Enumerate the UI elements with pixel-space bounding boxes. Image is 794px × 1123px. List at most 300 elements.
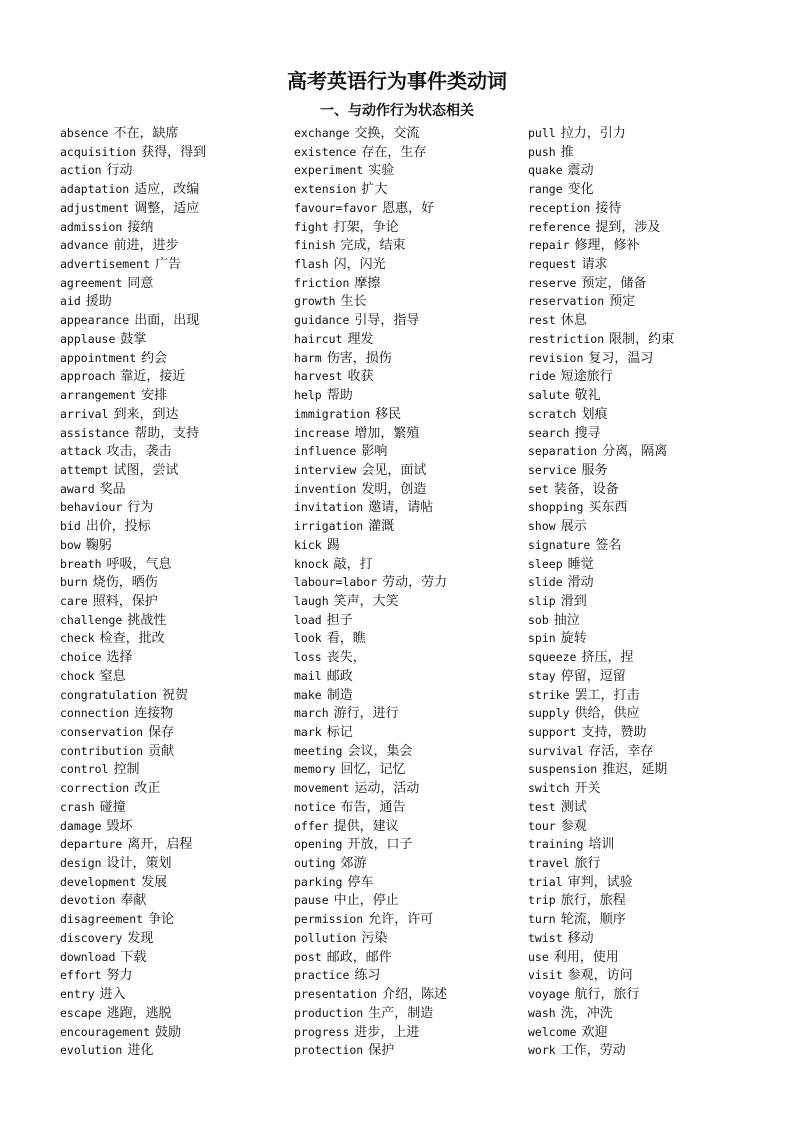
vocab-english: parking <box>294 874 343 889</box>
vocab-english: switch <box>528 781 570 796</box>
vocab-chinese: 签名 <box>595 537 622 553</box>
vocab-chinese: 预定，储备 <box>581 275 647 291</box>
vocab-entry <box>60 760 290 779</box>
vocab-english: reception <box>528 200 591 215</box>
vocab-entry <box>294 292 524 311</box>
vocab-entry <box>294 274 524 293</box>
vocab-english: mail <box>294 668 322 683</box>
vocab-chinese: 生长 <box>340 294 367 310</box>
vocab-chinese: 发明，创造 <box>361 481 427 497</box>
vocab-entry <box>60 311 290 330</box>
vocab-english: repair <box>528 238 570 253</box>
vocab-chinese: 震动 <box>567 163 594 179</box>
vocab-entry <box>294 311 524 330</box>
vocab-chinese: 打架，争论 <box>333 219 399 235</box>
vocab-chinese: 推 <box>560 144 574 160</box>
vocab-english: squeeze <box>528 650 577 665</box>
vocab-entry <box>60 948 290 967</box>
vocab-chinese: 运动，活动 <box>354 781 420 797</box>
vocab-english: strike <box>528 687 570 702</box>
vocab-english: absence <box>60 126 109 140</box>
vocab-entry <box>60 966 290 985</box>
vocab-entry <box>60 985 290 1004</box>
vocab-chinese: 布告，通告 <box>340 799 406 815</box>
vocab-chinese: 轮流，顺序 <box>560 912 626 928</box>
vocab-chinese: 游行，进行 <box>333 706 399 722</box>
vocab-entry <box>294 929 524 948</box>
vocab-english: pull <box>528 126 556 140</box>
vocab-entry <box>60 498 290 517</box>
vocab-chinese: 闪，闪光 <box>333 257 386 273</box>
vocab-english: knock <box>294 556 329 571</box>
vocab-english: assistance <box>60 425 130 440</box>
vocab-chinese: 帮助，支持 <box>134 425 200 441</box>
vocab-chinese: 连接物 <box>134 706 174 722</box>
vocab-entry <box>60 873 290 892</box>
vocab-entry <box>528 667 758 686</box>
vocab-entry <box>528 686 758 705</box>
vocab-chinese: 行动 <box>106 163 133 179</box>
vocab-english: offer <box>294 818 329 833</box>
vocab-chinese: 休息 <box>560 313 587 329</box>
vocab-entry <box>294 461 524 480</box>
vocab-entry <box>528 330 758 349</box>
vocab-entry <box>528 592 758 611</box>
vocab-english: memory <box>294 762 336 777</box>
vocab-entry <box>528 461 758 480</box>
vocab-english: movement <box>294 781 350 796</box>
vocab-entry <box>528 161 758 180</box>
vocab-chinese: 增加，繁殖 <box>354 425 420 441</box>
vocab-chinese: 恩惠，好 <box>382 200 435 216</box>
vocab-chinese: 装备，设备 <box>553 481 619 497</box>
vocab-english: invention <box>294 481 357 496</box>
vocab-chinese: 接纳 <box>127 219 154 235</box>
vocab-chinese: 出面，出现 <box>134 313 200 329</box>
vocab-english: notice <box>294 799 336 814</box>
vocab-entry <box>60 817 290 836</box>
vocab-chinese: 帮助 <box>326 388 353 404</box>
vocab-english: travel <box>528 856 570 871</box>
vocab-entry <box>294 480 524 499</box>
vocab-entry <box>60 611 290 630</box>
vocab-english: interview <box>294 462 357 477</box>
vocab-chinese: 担子 <box>326 612 353 628</box>
vocab-chinese: 贡献 <box>148 743 175 759</box>
vocab-english: discovery <box>60 930 123 945</box>
vocab-chinese: 看，瞧 <box>326 631 366 647</box>
vocab-english: entry <box>60 987 95 1002</box>
vocab-entry <box>528 480 758 499</box>
vocab-chinese: 邮政 <box>326 668 353 684</box>
vocab-english: set <box>528 481 549 496</box>
vocab-entry <box>294 891 524 910</box>
vocab-entry <box>294 760 524 779</box>
vocab-chinese: 存在，生存 <box>361 144 427 160</box>
vocab-entry <box>294 405 524 424</box>
vocab-chinese: 抽泣 <box>553 612 580 628</box>
vocab-english: challenge <box>60 612 123 627</box>
vocab-english: extension <box>294 182 357 197</box>
vocab-chinese: 摩擦 <box>354 275 381 291</box>
vocab-english: training <box>528 837 584 852</box>
vocab-entry <box>60 480 290 499</box>
vocab-chinese: 限制，约束 <box>609 331 675 347</box>
vocab-english: kick <box>294 537 322 552</box>
vocab-entry <box>60 723 290 742</box>
vocab-entry <box>528 611 758 630</box>
vocab-chinese: 生产，制造 <box>368 1005 434 1021</box>
vocab-english: progress <box>294 1024 350 1039</box>
vocab-entry <box>60 798 290 817</box>
vocab-chinese: 安排 <box>141 388 168 404</box>
vocab-entry <box>60 386 290 405</box>
vocab-chinese: 检查，批改 <box>99 631 165 647</box>
vocab-english: bow <box>60 537 81 552</box>
vocab-chinese: 改正 <box>134 781 161 797</box>
vocab-entry <box>528 629 758 648</box>
vocab-english: haircut <box>294 331 343 346</box>
vocab-english: favour=favor <box>294 200 378 215</box>
vocab-chinese: 毁坏 <box>106 818 133 834</box>
vocab-chinese: 发展 <box>141 874 168 890</box>
vocab-chinese: 适应，改编 <box>134 182 200 198</box>
vocab-english: help <box>294 388 322 403</box>
vocab-entry <box>294 817 524 836</box>
vocab-chinese: 援助 <box>85 294 112 310</box>
vocab-chinese: 劳动，劳力 <box>382 575 448 591</box>
vocab-chinese: 停留，逗留 <box>560 668 626 684</box>
vocab-entry <box>528 798 758 817</box>
vocab-chinese: 搜寻 <box>574 425 601 441</box>
vocab-entry <box>528 255 758 274</box>
vocab-chinese: 工作，劳动 <box>560 1043 626 1059</box>
vocab-chinese: 完成，结束 <box>340 238 406 254</box>
vocab-english: post <box>294 949 322 964</box>
vocab-entry <box>528 835 758 854</box>
vocab-entry <box>294 1004 524 1023</box>
vocab-chinese: 设计，策划 <box>106 856 172 872</box>
vocab-english: immigration <box>294 406 371 421</box>
vocab-english: fight <box>294 219 329 234</box>
vocab-chinese: 选择 <box>106 650 133 666</box>
vocab-english: invitation <box>294 500 364 515</box>
vocab-chinese: 进步，上进 <box>354 1024 420 1040</box>
vocab-entry <box>60 1041 290 1060</box>
vocab-entry <box>60 704 290 723</box>
vocab-entry <box>294 367 524 386</box>
vocab-entry <box>294 236 524 255</box>
vocab-entry <box>294 199 524 218</box>
vocab-entry <box>60 292 290 311</box>
vocab-chinese: 移民 <box>375 406 402 422</box>
vocab-entry <box>528 985 758 1004</box>
vocab-chinese: 滑到 <box>560 593 587 609</box>
vocab-entry <box>294 854 524 873</box>
vocab-english: connection <box>60 706 130 721</box>
vocab-english: shopping <box>528 500 584 515</box>
vocab-chinese: 会见，面试 <box>361 462 427 478</box>
vocab-chinese: 引导，指导 <box>354 313 420 329</box>
vocab-chinese: 窒息 <box>99 668 126 684</box>
vocab-english: pollution <box>294 930 357 945</box>
vocab-entry <box>60 199 290 218</box>
vocab-entry <box>528 236 758 255</box>
vocab-english: slide <box>528 575 563 590</box>
vocab-english: outing <box>294 856 336 871</box>
vocab-english: mark <box>294 725 322 739</box>
vocab-english: harvest <box>294 369 343 384</box>
vocab-english: slip <box>528 593 556 608</box>
vocab-english: loss <box>294 650 322 665</box>
vocab-chinese: 旅行，旅程 <box>560 893 626 909</box>
vocab-english: attack <box>60 444 102 459</box>
vocab-chinese: 污染 <box>361 930 388 946</box>
vocab-english: adjustment <box>60 200 130 215</box>
vocab-chinese: 约会 <box>141 350 168 366</box>
vocab-english: rest <box>528 313 556 328</box>
vocab-english: applause <box>60 331 116 346</box>
vocab-chinese: 睡觉 <box>567 556 594 572</box>
vocab-english: separation <box>528 444 598 459</box>
vocab-english: tour <box>528 818 556 833</box>
vocab-english: supply <box>528 706 570 721</box>
vocab-chinese: 邮政，邮件 <box>326 949 392 965</box>
vocab-chinese: 扩大 <box>361 182 388 198</box>
section-heading <box>0 101 794 121</box>
vocab-entry <box>528 1023 758 1042</box>
vocab-english: appointment <box>60 350 137 365</box>
vocab-english: admission <box>60 219 123 234</box>
vocab-english: suspension <box>528 762 598 777</box>
vocab-entry <box>60 648 290 667</box>
vocab-english: arrival <box>60 406 109 421</box>
vocab-entry <box>528 817 758 836</box>
vocab-chinese: 踢 <box>326 537 340 553</box>
vocab-chinese: 供给，供应 <box>574 706 640 722</box>
vocab-entry <box>528 424 758 443</box>
vocab-english: reference <box>528 219 591 234</box>
vocab-chinese: 交换，交流 <box>354 126 420 141</box>
vocab-english: ride <box>528 369 556 384</box>
vocab-entry <box>60 629 290 648</box>
vocab-chinese: 发现 <box>127 930 154 946</box>
vocab-english: choice <box>60 650 102 665</box>
vocab-entry <box>528 910 758 929</box>
vocab-english: approach <box>60 369 116 384</box>
vocab-chinese: 攻击，袭击 <box>106 444 172 460</box>
vocab-chinese: 修理，修补 <box>574 238 640 254</box>
vocab-entry <box>60 835 290 854</box>
vocab-chinese: 进化 <box>127 1043 154 1059</box>
vocab-english: correction <box>60 781 130 796</box>
vocab-chinese: 旋转 <box>560 631 587 647</box>
vocab-entry <box>60 236 290 255</box>
vocab-chinese: 努力 <box>106 968 133 984</box>
vocab-chinese: 烧伤，晒伤 <box>92 575 158 591</box>
vocab-chinese: 丧失， <box>326 650 366 666</box>
vocab-chinese: 伤害，损伤 <box>326 350 392 366</box>
vocab-entry <box>60 573 290 592</box>
vocab-chinese: 敬礼 <box>574 388 601 404</box>
vocab-entry <box>528 704 758 723</box>
vocab-english: exchange <box>294 126 350 140</box>
vocab-chinese: 到来，到达 <box>113 406 179 422</box>
vocab-chinese: 进入 <box>99 987 126 1003</box>
vocab-english: arrangement <box>60 388 137 403</box>
vocab-english: support <box>528 725 577 739</box>
vocab-entry <box>294 442 524 461</box>
vocab-chinese: 提供，建议 <box>333 818 399 834</box>
vocab-entry <box>528 218 758 237</box>
vocab-chinese: 郊游 <box>340 856 367 872</box>
vocab-chinese: 旅行 <box>574 856 601 872</box>
vocab-english: departure <box>60 837 123 852</box>
vocab-english: protection <box>294 1043 364 1058</box>
vocab-english: meeting <box>294 743 343 758</box>
vocab-entry <box>528 536 758 555</box>
vocab-english: trip <box>528 893 556 908</box>
vocab-entry <box>294 592 524 611</box>
vocab-english: scratch <box>528 406 577 421</box>
vocab-entry <box>528 779 758 798</box>
vocab-chinese: 试图，尝试 <box>113 462 179 478</box>
vocab-entry <box>528 742 758 761</box>
vocab-chinese: 出价，投标 <box>85 519 151 535</box>
vocab-entry <box>528 573 758 592</box>
vocab-chinese: 罢工，打击 <box>574 687 640 703</box>
vocab-english: stay <box>528 668 556 683</box>
vocab-english: agreement <box>60 275 123 290</box>
vocab-entry <box>294 798 524 817</box>
vocab-english: sleep <box>528 556 563 571</box>
vocab-entry <box>60 442 290 461</box>
vocab-chinese: 保护 <box>368 1043 395 1059</box>
vocab-entry <box>528 180 758 199</box>
vocab-english: finish <box>294 238 336 253</box>
vocab-chinese: 服务 <box>581 462 608 478</box>
vocab-entry <box>294 779 524 798</box>
vocab-chinese: 靠近，接近 <box>120 369 186 385</box>
vocab-entry <box>294 386 524 405</box>
vocab-english: wash <box>528 1005 556 1020</box>
vocab-chinese: 拉力，引力 <box>560 126 626 141</box>
vocab-entry <box>528 517 758 536</box>
vocab-chinese: 前进，进步 <box>113 238 179 254</box>
vocab-english: march <box>294 706 329 721</box>
vocab-english: turn <box>528 912 556 927</box>
vocab-english: encouragement <box>60 1024 151 1039</box>
vocab-chinese: 奉献 <box>120 893 147 909</box>
vocab-entry <box>294 330 524 349</box>
vocab-chinese: 离开，启程 <box>127 837 193 853</box>
vocab-chinese: 接待 <box>595 200 622 216</box>
vocab-english: behaviour <box>60 500 123 515</box>
vocab-chinese: 测试 <box>560 799 587 815</box>
section-heading-text: 一、与动作行为状态相关 <box>320 103 474 119</box>
vocab-chinese: 请求 <box>581 257 608 273</box>
vocab-entry <box>294 686 524 705</box>
vocab-english: influence <box>294 444 357 459</box>
vocab-english: twist <box>528 930 563 945</box>
vocab-chinese: 获得，得到 <box>141 144 207 160</box>
vocab-english: advertisement <box>60 257 151 272</box>
vocab-english: acquisition <box>60 144 137 159</box>
vocab-entry <box>528 648 758 667</box>
vocab-english: reserve <box>528 275 577 290</box>
vocab-entry <box>294 835 524 854</box>
vocab-entry <box>60 891 290 910</box>
vocab-chinese: 碰撞 <box>99 799 126 815</box>
vocab-english: existence <box>294 144 357 159</box>
vocab-chinese: 审判，试验 <box>567 874 633 890</box>
vocab-english: action <box>60 163 102 178</box>
vocab-entry <box>294 948 524 967</box>
vocab-english: voyage <box>528 987 570 1002</box>
vocab-entry <box>294 218 524 237</box>
vocab-entry <box>294 143 524 162</box>
vocab-chinese: 下载 <box>120 949 147 965</box>
vocab-chinese: 标记 <box>326 725 353 740</box>
vocab-chinese: 练习 <box>354 968 381 984</box>
word-column-3 <box>528 124 758 1060</box>
vocab-entry <box>528 292 758 311</box>
vocab-english: revision <box>528 350 584 365</box>
vocab-chinese: 参观，访问 <box>567 968 633 984</box>
vocab-english: friction <box>294 275 350 290</box>
word-column-1 <box>60 124 290 1060</box>
vocab-entry <box>528 498 758 517</box>
vocab-entry <box>528 367 758 386</box>
vocab-chinese: 买东西 <box>588 500 628 516</box>
vocab-chinese: 分离，隔离 <box>602 444 668 460</box>
vocab-english: irrigation <box>294 519 364 534</box>
vocab-english: award <box>60 481 95 496</box>
vocab-chinese: 影响 <box>361 444 388 460</box>
vocab-english: disagreement <box>60 912 144 927</box>
vocab-chinese: 存活，幸存 <box>588 743 654 759</box>
vocab-chinese: 祝贺 <box>161 687 188 703</box>
vocab-entry <box>528 723 758 742</box>
vocab-entry <box>60 592 290 611</box>
vocab-chinese: 移动 <box>567 930 594 946</box>
vocab-english: harm <box>294 350 322 365</box>
vocab-entry <box>60 218 290 237</box>
vocab-entry <box>528 929 758 948</box>
vocab-entry <box>60 274 290 293</box>
vocab-entry <box>60 536 290 555</box>
vocab-entry <box>294 742 524 761</box>
vocab-chinese: 鼓励 <box>155 1024 182 1040</box>
vocab-english: conservation <box>60 725 144 739</box>
vocab-english: damage <box>60 818 102 833</box>
vocab-chinese: 停车 <box>347 874 374 890</box>
vocab-english: contribution <box>60 743 144 758</box>
vocab-entry <box>60 461 290 480</box>
vocab-entry <box>528 891 758 910</box>
vocab-chinese: 会议，集会 <box>347 743 413 759</box>
vocab-entry <box>60 779 290 798</box>
vocab-entry <box>294 873 524 892</box>
vocab-chinese: 参观 <box>560 818 587 834</box>
vocab-entry <box>60 910 290 929</box>
word-column-2 <box>294 124 524 1060</box>
vocab-english: spin <box>528 631 556 646</box>
vocab-entry <box>294 910 524 929</box>
vocab-english: search <box>528 425 570 440</box>
vocab-chinese: 敲，打 <box>333 556 373 572</box>
vocab-entry <box>60 555 290 574</box>
